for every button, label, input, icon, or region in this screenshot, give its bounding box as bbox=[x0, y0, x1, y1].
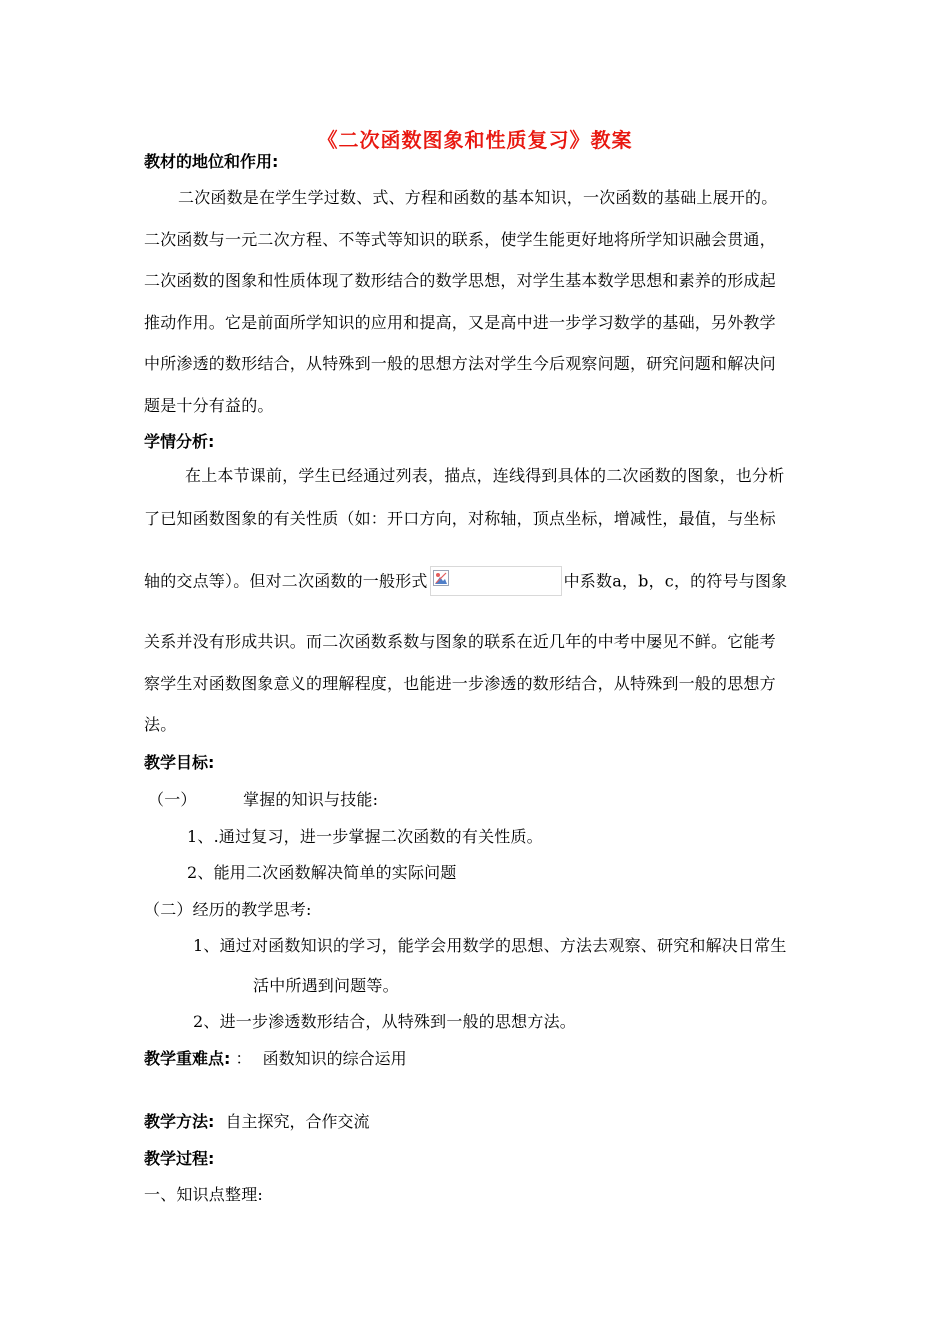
subsection-title: （二）经历的教学思考: bbox=[144, 900, 312, 919]
list-item: 一、知识点整理: bbox=[144, 1185, 263, 1204]
paragraph-line: 法。 bbox=[144, 715, 177, 734]
paragraph-line: 关系并没有形成共识。而二次函数系数与图象的联系在近几年的中考中屡见不鲜。它能考 bbox=[144, 632, 776, 651]
paragraph-line: 二次函数的图象和性质体现了数形结合的数学思想，对学生基本数学思想和素养的形成起 bbox=[144, 271, 776, 290]
text-segment: 轴的交点等）。但对二次函数的一般形式 bbox=[144, 571, 428, 591]
paragraph-line: 二次函数与一元二次方程、不等式等知识的联系，使学生能更好地将所学知识融会贯通， bbox=[144, 230, 776, 249]
list-item: 2、能用二次函数解决简单的实际问题 bbox=[187, 863, 457, 882]
difficulty-text: 函数知识的综合运用 bbox=[262, 1049, 407, 1068]
list-item-continued: 活中所遇到问题等。 bbox=[253, 976, 399, 995]
section-heading-analysis: 学情分析: bbox=[144, 432, 215, 451]
paragraph-line: 推动作用。它是前面所学知识的应用和提高，又是高中进一步学习数学的基础，另外教学 bbox=[144, 313, 776, 332]
formula-image-placeholder bbox=[430, 566, 562, 596]
difficulty-line bbox=[144, 1049, 407, 1069]
subsection-title: 掌握的知识与技能: bbox=[243, 790, 379, 809]
paragraph-line: 察学生对函数图象意义的理解程度，也能进一步渗透的数形结合，从特殊到一般的思想方 bbox=[144, 674, 776, 693]
section-heading-method: 教学方法: bbox=[144, 1112, 215, 1131]
list-item: 2、进一步渗透数形结合，从特殊到一般的思想方法。 bbox=[193, 1012, 576, 1031]
method-text: 自主探究，合作交流 bbox=[225, 1112, 370, 1131]
section-heading-process: 教学过程: bbox=[144, 1149, 215, 1168]
separator: ： bbox=[235, 1049, 252, 1068]
list-item: 1、.通过复习，进一步掌握二次函数的有关性质。 bbox=[187, 827, 543, 846]
paragraph-line: 中所渗透的数形结合，从特殊到一般的思想方法对学生今后观察问题，研究问题和解决问 bbox=[144, 354, 776, 373]
subsection-label: （一） bbox=[148, 790, 197, 809]
paragraph-line: 二次函数是在学生学过数、式、方程和函数的基本知识，一次函数的基础上展开的。 bbox=[178, 188, 778, 207]
paragraph-line: 在上本节课前，学生已经通过列表，描点，连线得到具体的二次函数的图象，也分析 bbox=[185, 466, 785, 485]
paragraph-line: 了已知函数图象的有关性质（如：开口方向，对称轴，顶点坐标，增减性，最值，与坐标 bbox=[144, 509, 776, 528]
section-heading-difficulty: 教学重难点: bbox=[144, 1049, 231, 1068]
section-heading-goals: 教学目标: bbox=[144, 753, 215, 772]
text-segment: 中系数a，b，c，的符号与图象 bbox=[563, 571, 788, 591]
paragraph-line-with-formula bbox=[144, 567, 787, 597]
section-heading-position: 教材的地位和作用: bbox=[144, 152, 279, 171]
method-line bbox=[144, 1112, 370, 1132]
list-item: 1、通过对函数知识的学习，能学会用数学的思想、方法去观察、研究和解决日常生 bbox=[193, 936, 787, 955]
broken-image-icon bbox=[433, 570, 449, 586]
paragraph-line: 题是十分有益的。 bbox=[144, 396, 274, 415]
document-title: 《二次函数图象和性质复习》教案 bbox=[317, 128, 633, 152]
